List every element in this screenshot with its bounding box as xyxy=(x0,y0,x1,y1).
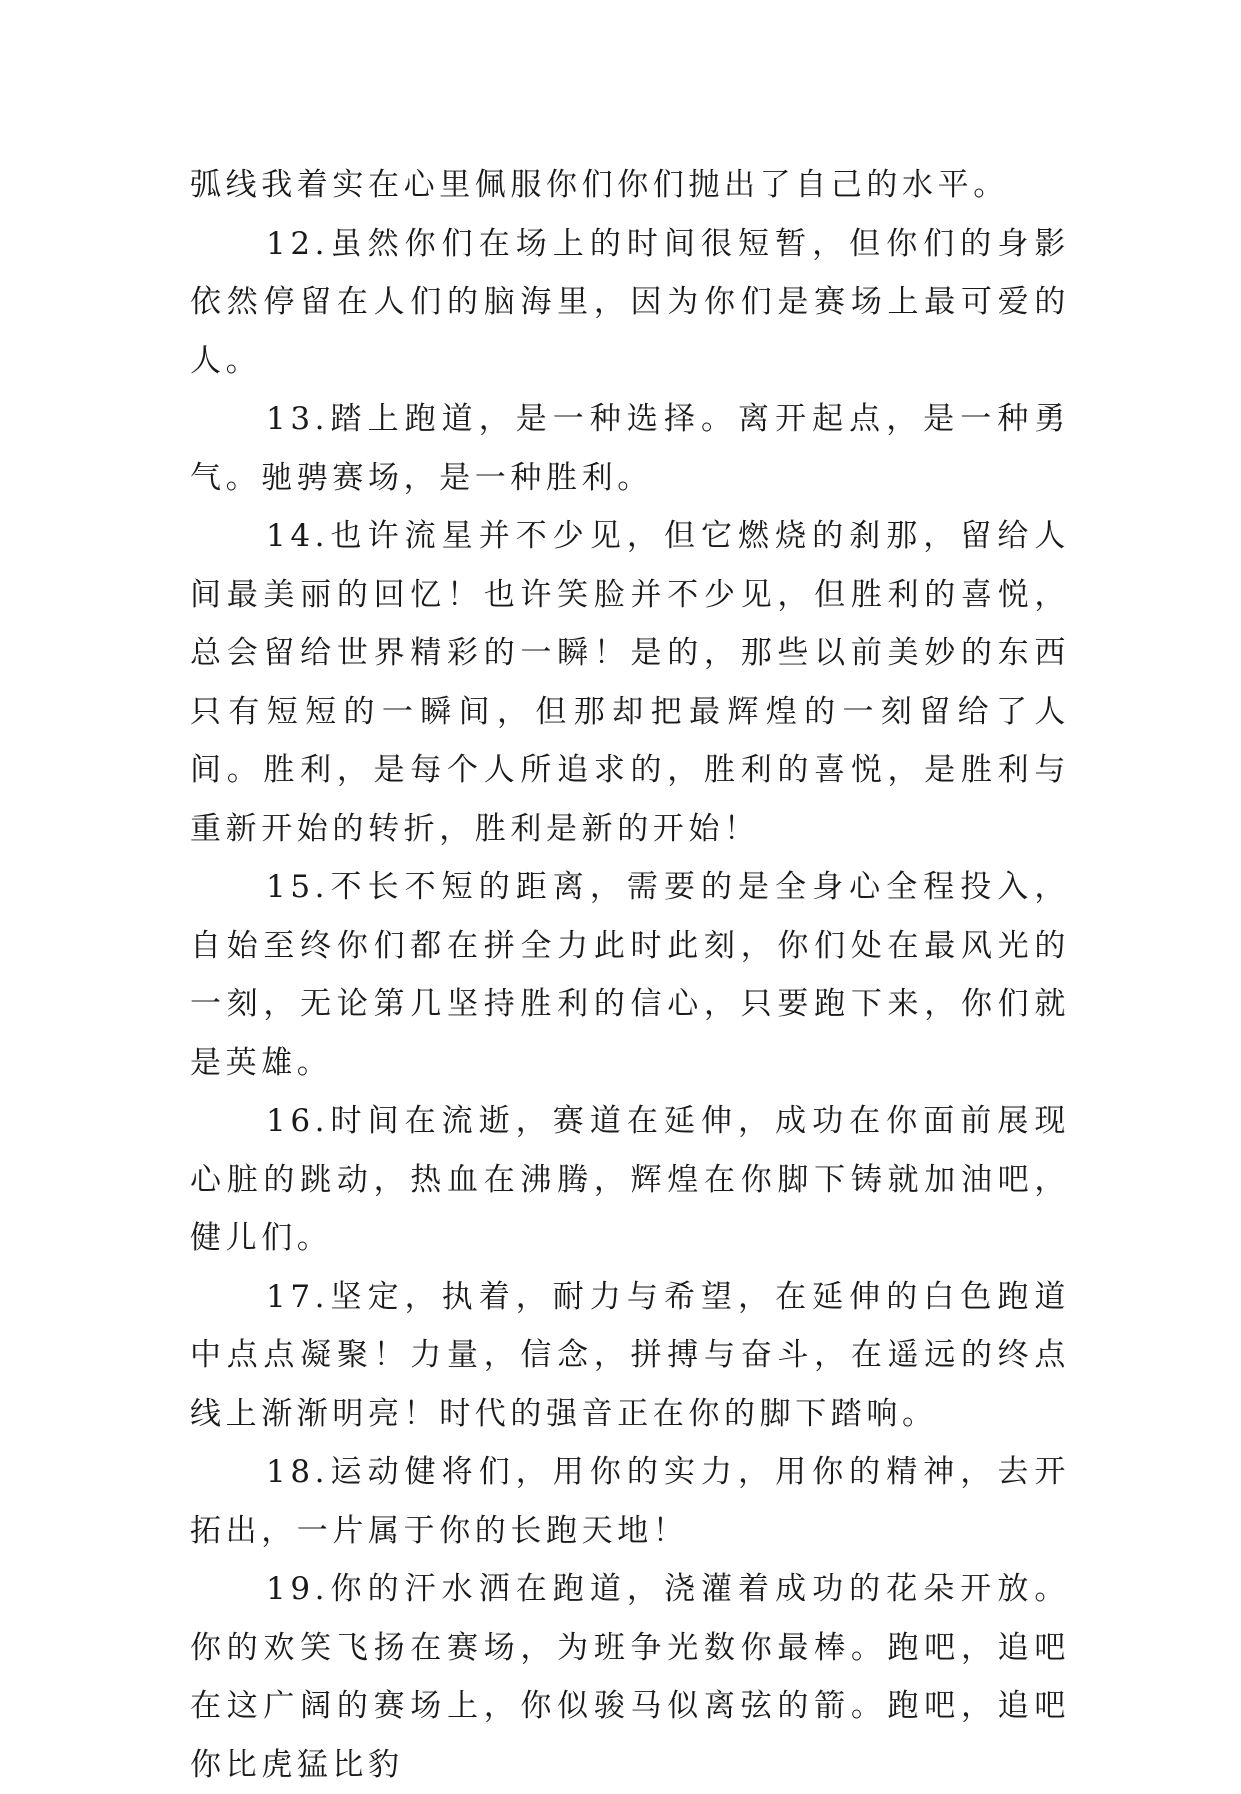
paragraph-14: 14.也许流星并不少见，但它燃烧的刹那，留给人间最美丽的回忆！也许笑脸并不少见，但胜利的喜悦，总会留给世界精彩的一瞬！是的，那些以前美妙的东西只有短短的一瞬间，但那却把最辉煌的一刻留给了人间。胜利，是每个人所追求的，胜利的喜悦，是胜利与重新开始的转折，胜利是新的开始！ xyxy=(190,518,1070,847)
paragraph-15: 15.不长不短的距离，需要的是全身心全程投入，自始至终你们都在拼全力此时此刻，你们处在最风光的一刻，无论第几坚持胜利的信心，只要跑下来，你们就是英雄。 xyxy=(190,869,1070,1081)
document-body xyxy=(190,156,1070,1794)
paragraph-18: 18.运动健将们，用你的实力，用你的精神，去开拓出，一片属于你的长跑天地！ xyxy=(190,1454,1070,1549)
paragraph-13: 13.踏上跑道，是一种选择。离开起点，是一种勇气。驰骋赛场，是一种胜利。 xyxy=(190,401,1070,496)
paragraph-17: 17.坚定，执着，耐力与希望，在延伸的白色跑道中点点凝聚！力量，信念，拼搏与奋斗，在遥远的终点线上渐渐明亮！时代的强音正在你的脚下踏响。 xyxy=(190,1278,1070,1432)
paragraph-16: 16.时间在流逝，赛道在延伸，成功在你面前展现心脏的跳动，热血在沸腾，辉煌在你脚下铸就加油吧，健儿们。 xyxy=(190,1103,1070,1256)
paragraph-11-continuation: 弧线我着实在心里佩服你们你们抛出了自己的水平。 xyxy=(190,167,1009,203)
paragraph-19: 19.你的汗水洒在跑道，浇灌着成功的花朵开放。你的欢笑飞扬在赛场，为班争光数你最棒。跑吧，追吧在这广阔的赛场上，你似骏马似离弦的箭。跑吧，追吧你比虎猛比豹 xyxy=(190,1571,1070,1783)
paragraph-12: 12.虽然你们在场上的时间很短暂，但你们的身影依然停留在人们的脑海里，因为你们是赛场上最可爱的人。 xyxy=(190,225,1070,379)
